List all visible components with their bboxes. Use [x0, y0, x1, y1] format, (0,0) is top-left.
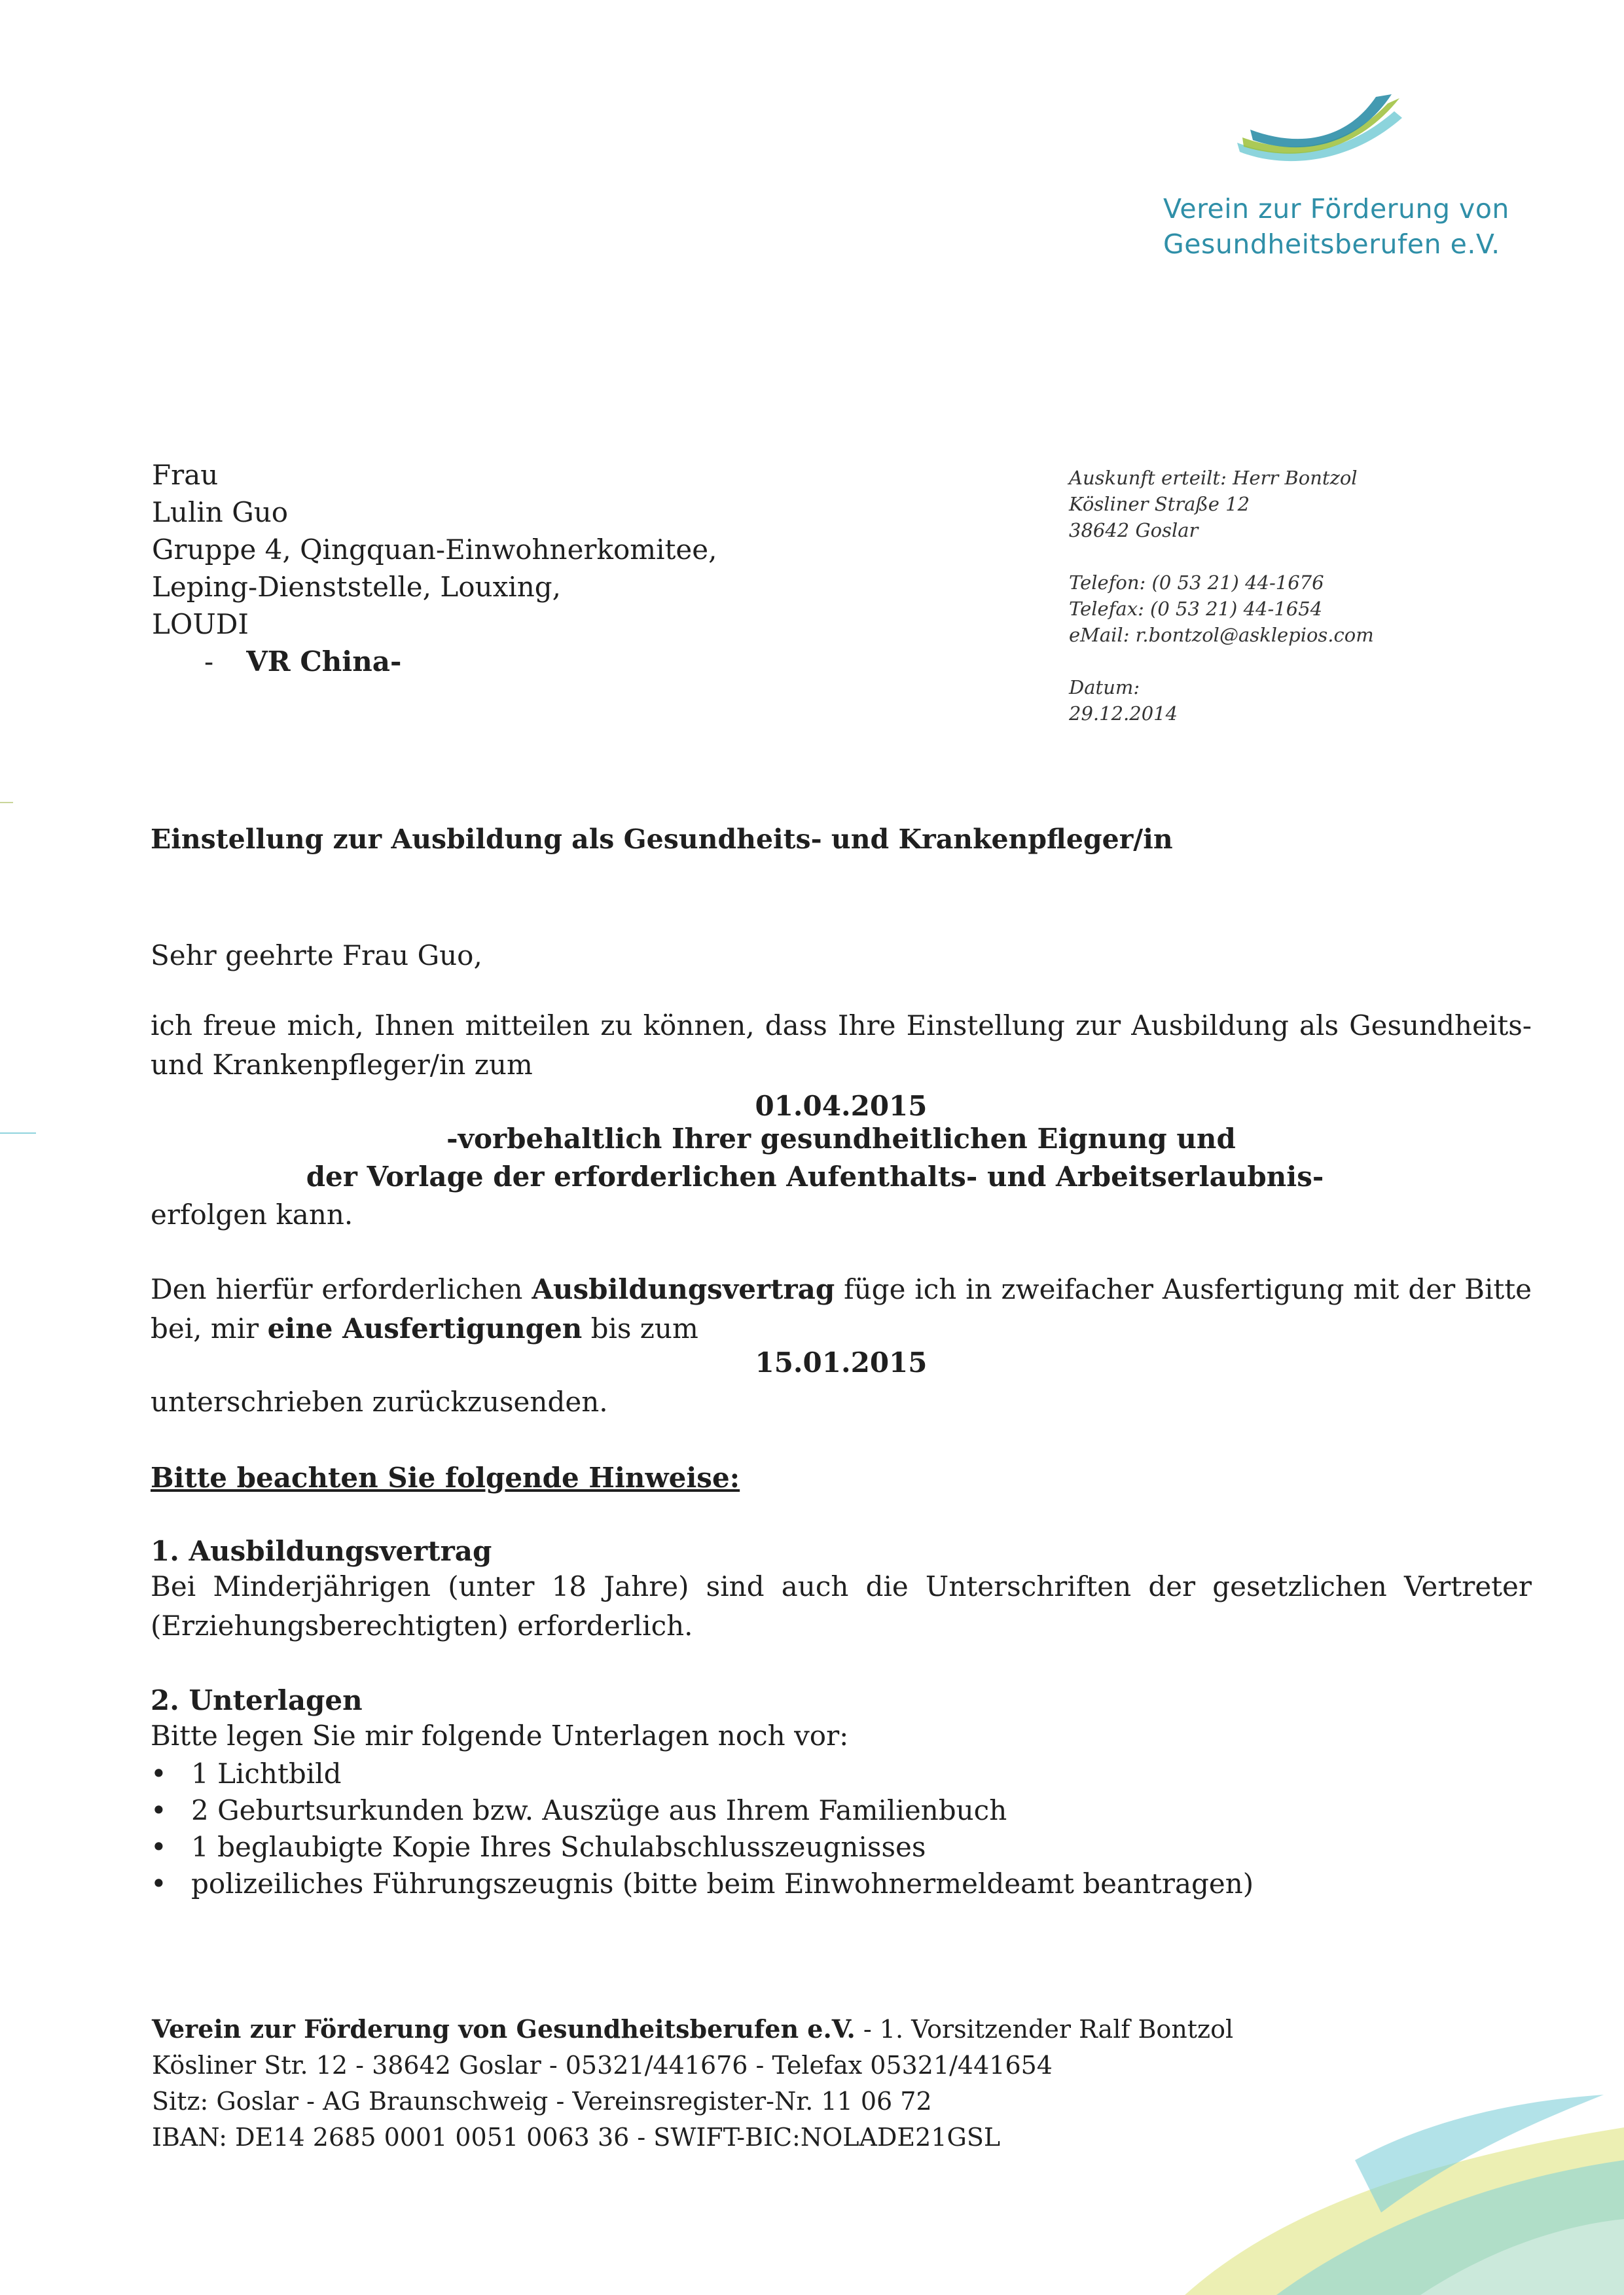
list-item-text: polizeiliches Führungszeugnis (bitte beim Einwohnermeldeamt beantragen)	[191, 1868, 1254, 1900]
fold-mark	[0, 802, 13, 803]
condition-line1: -vorbehaltlich Ihrer gesundheitlichen Eignung und	[446, 1123, 1236, 1155]
decorative-corner-swoosh-icon	[1146, 2082, 1624, 2295]
list-item	[151, 1756, 1532, 1792]
p2-part3: bis zum	[582, 1312, 698, 1345]
start-date: 01.04.2015	[755, 1090, 928, 1122]
country-dash: -	[204, 645, 214, 678]
p2-bold-contract: Ausbildungsvertrag	[532, 1273, 835, 1305]
org-name-line1: Verein zur Förderung von	[1163, 193, 1509, 225]
footer	[152, 2011, 1265, 2156]
recipient-line2: Leping-Dienststelle, Louxing,	[152, 571, 561, 603]
p2-part1: Den hierfür erforderlichen	[151, 1273, 532, 1305]
paragraph-2	[151, 1270, 1532, 1348]
contact-fax: Telefax: (0 53 21) 44-1654	[1069, 598, 1323, 620]
condition-line2: der Vorlage der erforderlichen Aufenthalts- und Arbeitserlaubnis-	[306, 1161, 1324, 1193]
section-1-heading: 1. Ausbildungsvertrag	[151, 1535, 492, 1567]
footer-line3: Sitz: Goslar - AG Braunschweig - Vereinsregister-Nr. 11 06 72	[152, 2087, 932, 2116]
contact-block	[1069, 465, 1527, 727]
punch-mark	[0, 1132, 36, 1134]
recipient-country-line	[152, 643, 806, 680]
return-date: 15.01.2015	[755, 1346, 928, 1379]
footer-chairman: - 1. Vorsitzender Ralf Bontzol	[855, 2015, 1234, 2044]
bullet-icon: •	[151, 1758, 167, 1790]
recipient-city: LOUDI	[152, 608, 249, 640]
contact-info-by: Auskunft erteilt: Herr Bontzol	[1069, 467, 1358, 489]
letter-subject: Einstellung zur Ausbildung als Gesundheits- und Krankenpfleger/in	[151, 823, 1173, 855]
recipient-line1: Gruppe 4, Qingquan-Einwohnerkomitee,	[152, 533, 717, 566]
date-value: 29.12.2014	[1069, 702, 1178, 725]
recipient-salutation: Frau	[152, 459, 219, 491]
list-item	[151, 1792, 1532, 1829]
list-item-text: 1 Lichtbild	[191, 1758, 342, 1790]
letter-greeting: Sehr geehrte Frau Guo,	[151, 939, 482, 971]
list-item	[151, 1866, 1532, 1902]
swoosh-logo-icon	[1231, 92, 1427, 177]
p2-bold-copy: eine Ausfertigungen	[267, 1312, 583, 1345]
section-2-heading: 2. Unterlagen	[151, 1684, 363, 1716]
documents-list-wrap	[151, 1756, 1532, 1902]
bullet-icon: •	[151, 1794, 167, 1826]
contact-phone: Telefon: (0 53 21) 44-1676	[1069, 571, 1324, 594]
bullet-icon: •	[151, 1831, 167, 1863]
recipient-address	[152, 456, 806, 680]
date-label: Datum:	[1069, 676, 1140, 698]
recipient-name: Lulin Guo	[152, 496, 289, 528]
paragraph-1: ich freue mich, Ihnen mitteilen zu können, dass Ihre Einstellung zur Ausbildung als Gesundheits- und Krankenpfleger/in zum	[151, 1009, 1532, 1081]
recipient-country: VR China-	[246, 645, 402, 678]
contact-street: Kösliner Straße 12	[1069, 493, 1250, 515]
paragraph-2-end: unterschrieben zurückzusenden.	[151, 1386, 608, 1418]
paragraph-1-end: erfolgen kann.	[151, 1199, 353, 1231]
contact-city: 38642 Goslar	[1069, 519, 1199, 541]
footer-line2: Kösliner Str. 12 - 38642 Goslar - 05321/441676 - Telefax 05321/441654	[152, 2051, 1053, 2080]
list-item	[151, 1829, 1532, 1866]
documents-list	[151, 1756, 1532, 1902]
contact-email: eMail: r.bontzol@asklepios.com	[1069, 624, 1374, 646]
footer-line4: IBAN: DE14 2685 0001 0051 0063 36 - SWIFT-BIC:NOLADE21GSL	[152, 2123, 1001, 2152]
org-name-line2: Gesundheitsberufen e.V.	[1163, 228, 1500, 260]
footer-line1	[152, 2011, 1265, 2048]
section-2-intro: Bitte legen Sie mir folgende Unterlagen noch vor:	[151, 1720, 849, 1752]
section-1-text: Bei Minderjährigen (unter 18 Jahre) sind auch die Unterschriften der gesetzlichen Vertreter (Erziehungsberechtigten) erforderlich.	[151, 1570, 1532, 1642]
footer-org-name: Verein zur Förderung von Gesundheitsberufen e.V.	[152, 2014, 856, 2044]
org-name	[1163, 191, 1530, 262]
p2-part2: füge ich in zweifacher Ausfertigung mit der Bitte bei, mir	[151, 1273, 1532, 1345]
bullet-icon: •	[151, 1868, 167, 1900]
list-item-text: 2 Geburtsurkunden bzw. Auszüge aus Ihrem Familienbuch	[191, 1794, 1007, 1826]
notes-heading: Bitte beachten Sie folgende Hinweise:	[151, 1462, 740, 1494]
list-item-text: 1 beglaubigte Kopie Ihres Schulabschlusszeugnisses	[191, 1831, 926, 1863]
